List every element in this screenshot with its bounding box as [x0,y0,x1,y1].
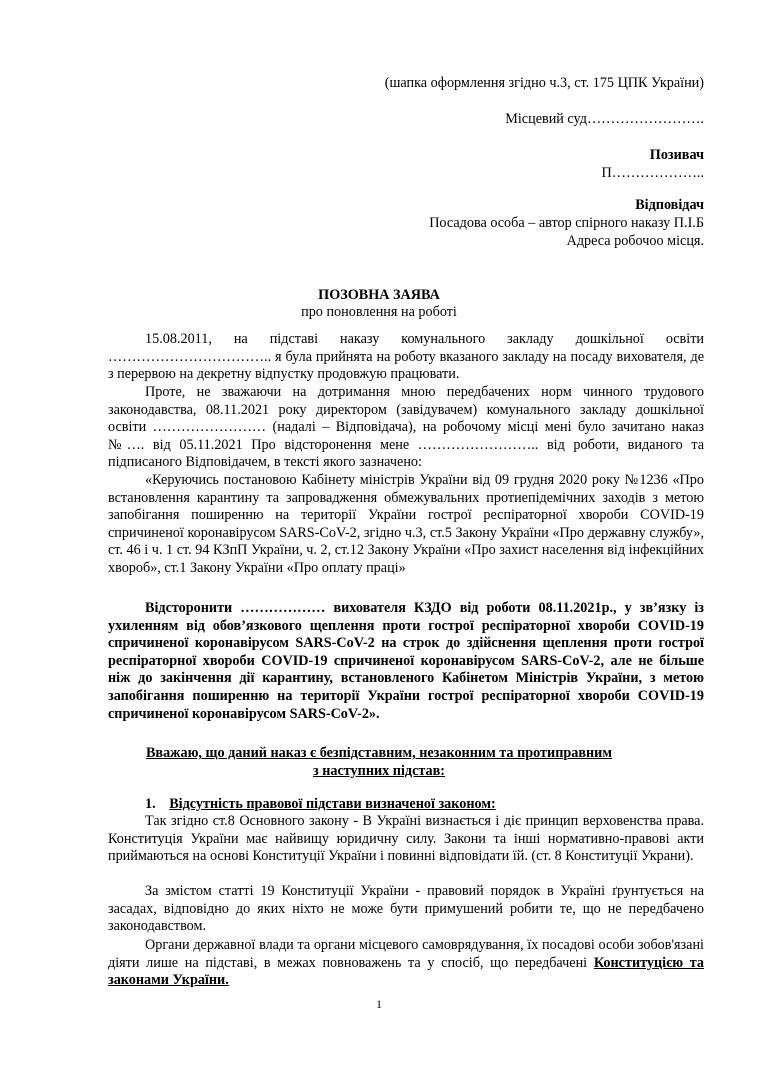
list-item-title: Відсутність правової підстави визначеної законом: [169,796,496,812]
authorities-text: Органи державної влади та органи місцевого самоврядування, їх посадові особи зобов'язані діяти лише на підставі, в межах повноважень та у спосіб, що передбачені [108,937,704,971]
defendant-label: Відповідач [635,197,704,213]
paragraph-quote: «Керуючись постановою Кабінету міністрів України від 09 грудня 2020 року №1236 «Про встановлення карантину та запровадження обмежувальних протиепідемічних заходів з метою запобігання поширенню на території України гострої респіраторної хвороби COVID-19 спричиненої коронавірусом SARS-CoV-2, згідно ч.3, ст.5 Закону України «Про державну службу», ст. 46 і ч. 1 ст. 94 КЗпП України, ч. 2, ст.12 Закону України «Про захист населення від інфекційних хвороб», ст.1 Закону України «Про оплату праці» [108,472,704,576]
paragraph-employment: 15.08.2011, на підставі наказу комунального закладу дошкільної освіти …………………………….. я була прийнята на роботу вказаного закладу на посаду вихователя, де з перервою на декретну відпустку продовжую працювати. [108,331,704,383]
paragraph-suspension: Відсторонити ……………… вихователя КЗДО від роботи 08.11.2021р., у зв’язку із ухиленням від обов’язкового щеплення проти гострої респіраторної хвороби COVID-19 спричиненої коронавірусом SARS-CoV-2 на строк до здійснення щеплення проти гострої респіраторної хвороби COVID-19 спричиненої коронавірусом SARS-CoV-2, але не більше ніж до закінчення дії карантину, встановленого Кабінетом Міністрів України, з метою запобігання поширенню на території України гострої респіраторної хвороби COVID-19 спричиненої коронавірусом SARS-CoV-2». [108,600,704,722]
paragraph-authorities [108,937,704,990]
plaintiff-label: Позивач [649,147,704,163]
grounds-heading-line-2: з наступних підстав: [312,763,446,779]
grounds-heading [0,744,758,780]
constitution-laws-emphasis: Конституцією та законами України. [108,954,705,989]
court-line: Місцевий суд……………………. [505,111,704,127]
defendant-line-1: Посадова особа – автор спірного наказу П.І.Б [429,215,704,231]
paragraph-article-19: За змістом статті 19 Конституції України - правовий порядок в Україні ґрунтується на засадах, відповідно до яких ніхто не може бути примушений робити те, що не передбачено законодавством. [108,883,704,935]
paragraph-order: Проте, не зважаючи на дотримання мною передбачених норм чинного трудового законодавства, 08.11.2021 року директором (завідувачем) комунального закладу дошкільної освіти …………………… (надалі – Відповідача), на робочому місці мені було зачитано наказ №…. від 05.11.2021 Про відсторонення мене …………………….. від роботи, виданого та підписаного Відповідачем, в тексті якого зазначено: [108,384,704,471]
page-number: 1 [376,997,382,1011]
document-title: ПОЗОВНА ЗАЯВА [318,287,440,303]
document-subtitle: про поновлення на роботі [301,304,457,320]
paragraph-article-8: Так згідно ст.8 Основного закону - В Україні визнається і діє принцип верховенства права. Конституція України має найвищу юридичну силу. Закони та інші нормативно-правові акти приймаються на основі Конституції України і повинні відповідати їй. (ст. 8 Конституції Украни). [108,813,704,865]
list-number: 1. [145,796,156,812]
defendant-line-2: Адреса робочоо місця. [566,233,704,249]
header-note: (шапка оформлення згідно ч.3, ст. 175 ЦПК України) [384,75,704,91]
grounds-heading-line-1: Вважаю, що даний наказ є безпідставним, незаконним та протиправним [145,745,613,761]
plaintiff-value: П……………….. [601,165,704,181]
list-item-1 [145,796,705,814]
